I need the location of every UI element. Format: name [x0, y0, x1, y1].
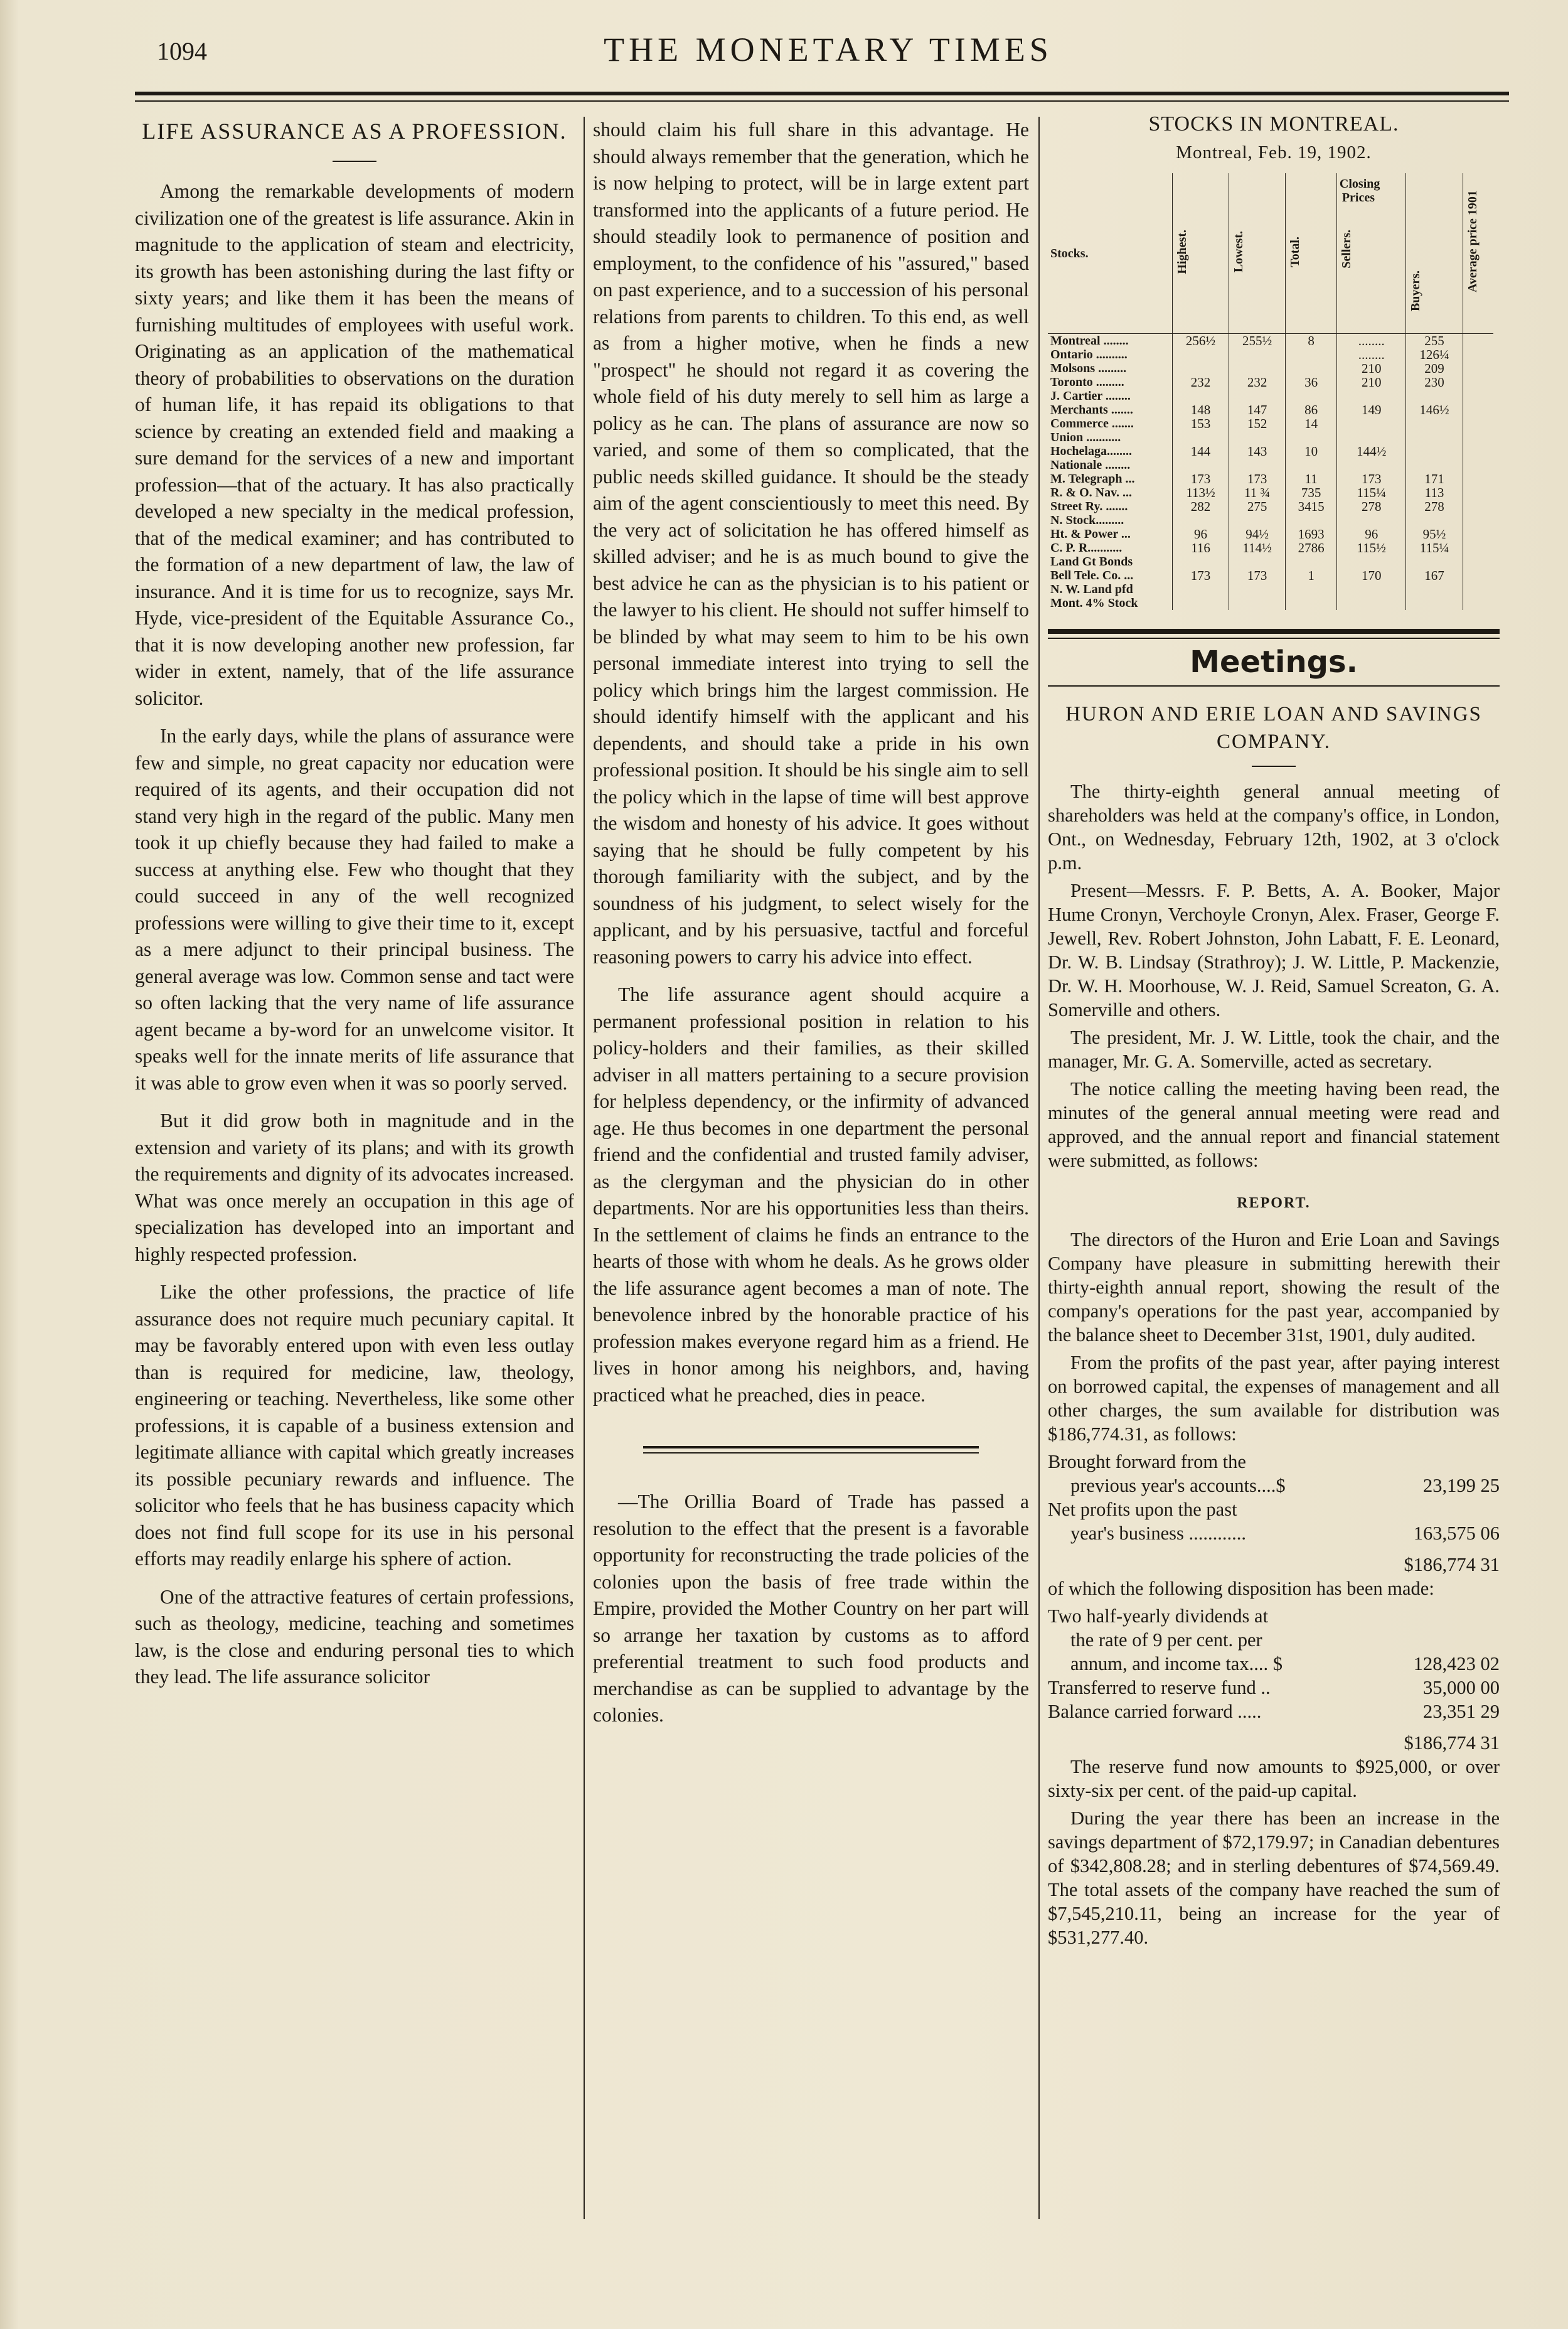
page-number: 1094: [157, 37, 207, 65]
stock-value: [1229, 555, 1286, 569]
stock-name: Union ...........: [1050, 431, 1121, 444]
paragraph: But it did grow both in magnitude and in the extension and variety of its plans; and with its growth the requirements and dignity of its advocates increased. What was once merely an occupation in this age of specialization has developed into an important and highly respected profession.: [135, 1110, 574, 1265]
stock-row: [1048, 472, 1493, 486]
paragraph: The life assurance agent should acquire a permanent professional position in relation to his policy-holders and their families, as their skilled adviser in all matters pertaining to a secure provision for helpless dependency, or the infirmity of advanced age. He thus becomes in one department the personal friend and the confidential and trusted family adviser, as the clergyman and the physician do in other departments. Nor are his opportunities less than theirs. In the settlement of claims he finds an entrance to the hearts of those with whom he deals. As he grows older the life assurance agent becomes a man of note. The benevolence inbred by the honorable practice of his profession makes everyone regard him as a friend. He lives in honor among his neighbors, and, having practiced what he preached, dies in peace.: [593, 983, 1029, 1406]
stock-row: [1048, 513, 1493, 527]
meetings-rule-thin: [1048, 638, 1500, 639]
stock-value: 1: [1286, 569, 1337, 582]
stock-value: [1173, 348, 1229, 361]
stock-name: Nationale ........: [1050, 458, 1131, 472]
stock-name: J. Cartier ........: [1050, 389, 1131, 403]
stock-value: [1286, 348, 1337, 361]
paragraph: One of the attractive features of certain professions, such as theology, medicine, teaching and sometimes law, is the close and enduring personal ties to which they lead. The life assurance solicitor: [135, 1585, 574, 1688]
paragraph: Present—Messrs. F. P. Betts, A. A. Booker, Major Hume Cronyn, Verchoyle Cronyn, Alex. Fraser, George F. Jewell, Rev. Robert Johnston, John Labatt, F. E. Leonard, Dr. W. B. Lindsay (Strathroy); J. W. Little, P. Mackenzie, Dr. W. H. Moorhouse, W. J. Reid, Samuel Screaton, G. A. Somerville and others.: [1048, 880, 1500, 1020]
stock-value: [1336, 513, 1406, 527]
stock-value: ........: [1336, 348, 1406, 361]
stock-name: N. Stock.........: [1050, 513, 1124, 527]
column-3: [1048, 110, 1500, 1953]
column-divider: [1038, 117, 1040, 2219]
stock-value: [1406, 417, 1463, 431]
paragraph: From the profits of the past year, after paying interest on borrowed capital, the expenses of management and all other charges, the sum available for distribution was $186,774.31, as follows:: [1048, 1352, 1500, 1445]
stock-value: 115¼: [1336, 486, 1406, 500]
fin-amount: 35,000 00: [1423, 1677, 1500, 1698]
stock-value: 735: [1286, 486, 1337, 500]
stock-value: [1286, 582, 1337, 596]
stock-row: [1048, 541, 1493, 555]
stock-row: [1048, 555, 1493, 569]
stock-value: 173: [1229, 472, 1286, 486]
header-stocks: Stocks.: [1048, 173, 1173, 334]
stock-value: 147: [1229, 403, 1286, 417]
paragraph: The president, Mr. J. W. Little, took the chair, and the manager, Mr. G. A. Somerville, acted as secretary.: [1048, 1027, 1500, 1072]
column-divider: [584, 117, 585, 2219]
stock-value: 210: [1336, 375, 1406, 389]
stock-value: [1463, 444, 1493, 458]
stock-value: 96: [1173, 527, 1229, 541]
stock-value: [1463, 486, 1493, 500]
stock-value: 113½: [1173, 486, 1229, 500]
fin-amount: 163,575 06: [1413, 1523, 1500, 1544]
header-closing: Closing Prices: [1339, 177, 1380, 205]
stocks-table-body: [1048, 334, 1493, 611]
stock-value: [1463, 472, 1493, 486]
stock-value: [1463, 527, 1493, 541]
stock-value: 153: [1173, 417, 1229, 431]
stock-value: 115¼: [1406, 541, 1463, 555]
fin-label: Brought forward from the: [1048, 1451, 1246, 1472]
stock-value: 278: [1336, 500, 1406, 513]
fin-label: Transferred to reserve fund ..: [1048, 1677, 1271, 1698]
report-heading: REPORT.: [1237, 1195, 1311, 1211]
stock-row: [1048, 444, 1493, 458]
stock-value: 255½: [1229, 334, 1286, 348]
stock-value: [1229, 513, 1286, 527]
stock-value: [1229, 458, 1286, 472]
stock-value: 232: [1173, 375, 1229, 389]
stock-value: 96: [1336, 527, 1406, 541]
stock-value: [1463, 361, 1493, 375]
stock-value: 173: [1336, 472, 1406, 486]
stock-value: [1406, 513, 1463, 527]
stock-value: [1229, 582, 1286, 596]
stock-row: [1048, 375, 1493, 389]
stock-value: 149: [1336, 403, 1406, 417]
stock-value: 230: [1406, 375, 1463, 389]
stock-value: [1406, 458, 1463, 472]
fin-amount: 23,351 29: [1423, 1701, 1500, 1722]
stock-value: 275: [1229, 500, 1286, 513]
stock-value: [1463, 348, 1493, 361]
meetings-heading: Meetings.: [1190, 645, 1358, 680]
stock-name: M. Telegraph ...: [1050, 472, 1135, 486]
stock-value: [1406, 444, 1463, 458]
title-divider: [333, 161, 376, 162]
stock-value: 171: [1406, 472, 1463, 486]
stock-value: 3415: [1286, 500, 1337, 513]
fin-amount: 128,423 02: [1413, 1653, 1500, 1674]
stock-value: 173: [1173, 569, 1229, 582]
stock-name: R. & O. Nav. ...: [1050, 486, 1132, 500]
fin-label: Balance carried forward .....: [1048, 1701, 1262, 1722]
stock-name: Street Ry. .......: [1050, 500, 1128, 513]
stock-value: 8: [1286, 334, 1337, 348]
page-header: [157, 30, 1500, 80]
stock-value: 173: [1173, 472, 1229, 486]
stock-value: [1463, 417, 1493, 431]
company-divider: [1252, 766, 1296, 767]
company-title: HURON AND ERIE LOAN AND SAVINGS COMPANY.: [1065, 703, 1482, 753]
stock-value: [1286, 431, 1337, 444]
stock-value: ........: [1336, 334, 1406, 348]
stock-value: [1173, 389, 1229, 403]
paragraph: should claim his full share in this advantage. He should always remember that the generation, which he is now helping to protect, will be in large extent part transformed into the applicants of a future period. He should steadily look to permanence of position and employment, to the confidence of his "assured," based on past experience, and to a succession of his personal relations from parents to children. To this end, as well as from a higher motive, when he finds a new "prospect" he should not regard it as covering the whole field of his duty merely to sell him as large a policy as he can. The plans of assurance are now so varied, and some of them so complicated, that the public needs skilled guidance. It should be the steady aim of the agent conscientiously to meet this need. By the very act of solicitation he has offered himself as skilled adviser; and he is as much bound to give the best advice he can as the physician is to his patient or the lawyer to his client. He should not suffer himself to be blinded by what may seem to him to be his own personal immediate interest into trying to sell the policy which brings him the largest commission. He should identify himself with the applicant and his dependents, and should take a pride in his own professional position. It should be his single aim to sell the policy which in the lapse of time will best approve the wisdom and honesty of his advice. It goes without saying that he should be fully competent by his thorough familiarity with the subject, and by the soundness of his judgment, to select wisely for the applicant, and by his persuasive, tactful and forceful reasoning powers to carry his advice into effect.: [593, 119, 1029, 968]
fin-label: the rate of 9 per cent. per: [1070, 1629, 1262, 1651]
paragraph: Among the remarkable developments of modern civilization one of the greatest is life assurance. Akin in magnitude to the application of steam and electricity, its growth has been astonishing during the last fifty or sixty years; and like them it has been the means of furnishing multitudes of employees with useful work. Originating as an application of the mathematical theory of probabilities to observations on the duration of human life, it has repaid its obligations to that science by creating an extended field and maaking a sure demand for the services of a new and important profession—that of the actuary. It has also practically developed a new specialty in the medical profession, that of the medical examiner; and has contributed to the formation of a new department of law, the law of insurance. And it is time for us to recognize, says Mr. Hyde, vice-president of the Equitable Assurance Co., that it is now developing another new profession, far wider in extent, namely, that of the life assurance solicitor.: [135, 180, 574, 709]
stock-name: Ontario ..........: [1050, 348, 1128, 361]
stock-value: [1463, 582, 1493, 596]
stock-value: 152: [1229, 417, 1286, 431]
stocks-table: [1048, 173, 1493, 610]
paragraph: The thirty-eighth general annual meeting of shareholders was held at the company's office, in London, Ont., on Wednesday, February 12th, 1902, at 3 o'clock p.m.: [1048, 781, 1500, 874]
stock-value: [1286, 513, 1337, 527]
paragraph: During the year there has been an increase in the savings department of $72,179.97; in Canadian debentures of $342,808.28; and in sterling debentures of $74,569.49. The total assets of the company have reached the sum of $7,545,210.11, being an increase for the year of $531,277.40.: [1048, 1807, 1500, 1948]
stock-value: 11: [1286, 472, 1337, 486]
stock-value: 1693: [1286, 527, 1337, 541]
stock-row: [1048, 458, 1493, 472]
stock-value: [1286, 389, 1337, 403]
stock-value: 113: [1406, 486, 1463, 500]
article-title: LIFE ASSURANCE AS A PROFESSION.: [142, 119, 567, 144]
stock-value: [1463, 403, 1493, 417]
stock-value: 114½: [1229, 541, 1286, 555]
stock-value: 144½: [1336, 444, 1406, 458]
stock-row: [1048, 361, 1493, 375]
stock-value: [1336, 389, 1406, 403]
stock-value: [1463, 569, 1493, 582]
stock-name: Montreal ........: [1050, 334, 1129, 348]
header-sellers: Sellers.: [1339, 230, 1353, 269]
stock-name: Ht. & Power ...: [1050, 527, 1131, 541]
paragraph: The directors of the Huron and Erie Loan and Savings Company have pleasure in submitting herewith their thirty-eighth annual report, showing the result of the company's operations for the past year, accompanied by the balance sheet to December 31st, 1901, duly audited.: [1048, 1229, 1500, 1346]
column-2: [593, 117, 1029, 1740]
stock-value: 126¼: [1406, 348, 1463, 361]
stocks-subtitle: Montreal, Feb. 19, 1902.: [1176, 142, 1372, 163]
paragraph: In the early days, while the plans of assurance were few and simple, no great capacity nor education were required of its agents, and their occupation did not stand very high in the regard of the public. Many men took it up chiefly because they had failed to make a success at anything else. Few who thought that they could succeed in any of the well recognized professions were willing to give their time to it, except as a mere adjunct to their principal business. The general average was low. Common sense and tact were so often lacking that the very name of life assurance agent became a by-word for an unwelcome visitor. It speaks well for the innate merits of life assurance that it was able to grow even when it was so poorly served.: [135, 725, 574, 1094]
header-average: Average price 1901: [1465, 190, 1480, 292]
stock-value: 94½: [1229, 527, 1286, 541]
stock-value: 2786: [1286, 541, 1337, 555]
stock-value: [1406, 555, 1463, 569]
stock-name: Molsons .........: [1050, 361, 1127, 375]
meetings-divider: [1048, 685, 1500, 687]
stock-row: [1048, 582, 1493, 596]
fin-label: Net profits upon the past: [1048, 1499, 1237, 1520]
stock-row: [1048, 431, 1493, 444]
stock-value: 256½: [1173, 334, 1229, 348]
stock-value: 167: [1406, 569, 1463, 582]
stock-value: 148: [1173, 403, 1229, 417]
financial-statement-1: [1048, 1450, 1500, 1577]
stock-name: Merchants .......: [1050, 403, 1133, 417]
stock-row: [1048, 486, 1493, 500]
stock-value: [1463, 458, 1493, 472]
stock-value: [1286, 361, 1337, 375]
paragraph: of which the following disposition has been made:: [1048, 1578, 1434, 1599]
fin-label: annum, and income tax.... $: [1070, 1653, 1283, 1674]
stock-row: [1048, 417, 1493, 431]
masthead-title: THE MONETARY TIMES: [604, 31, 1053, 68]
header-highest: Highest.: [1175, 229, 1189, 274]
header-rule-thin: [135, 100, 1509, 102]
stock-value: [1463, 375, 1493, 389]
meetings-rule: [1048, 629, 1500, 634]
stocks-title: STOCKS IN MONTREAL.: [1148, 112, 1399, 136]
stock-value: [1463, 431, 1493, 444]
paragraph: Like the other professions, the practice of life assurance does not require much pecuniary capital. It may be favorably entered upon with even less outlay than is required for medicine, law, theology, engineering or teaching. Nevertheless, like some other professions, it is capable of a business extension and legitimate alliance with capital which greatly increases its possible pecuniary rewards and influence. The solicitor who feels that he has business capacity which does not find full scope for its use in his personal efforts may readily enlarge his sphere of action.: [135, 1281, 574, 1570]
stock-value: 95½: [1406, 527, 1463, 541]
stock-value: 86: [1286, 403, 1337, 417]
stock-value: [1286, 555, 1337, 569]
stock-value: 255: [1406, 334, 1463, 348]
stock-value: [1463, 334, 1493, 348]
stock-name: Hochelaga........: [1050, 444, 1132, 458]
stock-value: [1336, 458, 1406, 472]
stock-row: [1048, 348, 1493, 361]
section-divider: [643, 1446, 979, 1454]
stock-value: 144: [1173, 444, 1229, 458]
stock-value: [1463, 555, 1493, 569]
stock-value: 10: [1286, 444, 1337, 458]
stock-value: [1406, 431, 1463, 444]
stock-value: [1463, 500, 1493, 513]
stock-value: [1463, 596, 1493, 610]
stock-row: [1048, 500, 1493, 513]
stock-name: C. P. R...........: [1050, 541, 1123, 555]
paragraph: The notice calling the meeting having been read, the minutes of the general annual meeting were read and approved, and the annual report and financial statement were submitted, as follows:: [1048, 1078, 1500, 1171]
stock-value: 116: [1173, 541, 1229, 555]
stock-value: [1336, 431, 1406, 444]
stock-value: [1229, 389, 1286, 403]
stock-value: 278: [1406, 500, 1463, 513]
stock-value: [1173, 361, 1229, 375]
stock-value: [1229, 596, 1286, 610]
stock-value: 14: [1286, 417, 1337, 431]
stock-value: [1173, 513, 1229, 527]
stock-name: Bell Tele. Co. ...: [1050, 569, 1134, 582]
stock-value: [1406, 596, 1463, 610]
stock-row: [1048, 334, 1493, 348]
stock-value: 173: [1229, 569, 1286, 582]
stock-value: 210: [1336, 361, 1406, 375]
stock-value: [1173, 555, 1229, 569]
stock-value: 209: [1406, 361, 1463, 375]
stock-value: [1229, 431, 1286, 444]
stock-name: Land Gt Bonds: [1050, 555, 1133, 569]
header-total: Total.: [1288, 236, 1303, 267]
header-lowest: Lowest.: [1232, 230, 1246, 273]
stock-value: [1336, 582, 1406, 596]
fin-amount: 23,199 25: [1423, 1475, 1500, 1496]
stock-value: [1406, 582, 1463, 596]
stock-name: Commerce .......: [1050, 417, 1134, 431]
stock-row: [1048, 403, 1493, 417]
stock-value: [1173, 582, 1229, 596]
stock-value: [1463, 513, 1493, 527]
stock-row: [1048, 596, 1493, 610]
stock-value: 232: [1229, 375, 1286, 389]
orillia-paragraph: —The Orillia Board of Trade has passed a resolution to the effect that the present is a favorable opportunity for reconstructing the trade policies of the colonies upon the basis of free trade within the Empire, provided the Mother Country on her part will so arrange her taxation by customs as to afford preferential treatment to such food products and merchandise as can be supplied to advantage by the colonies.: [593, 1491, 1029, 1726]
stock-value: 11 ¾: [1229, 486, 1286, 500]
stock-row: [1048, 527, 1493, 541]
fin-label: Two half-yearly dividends at: [1048, 1605, 1269, 1627]
stock-row: [1048, 389, 1493, 403]
paragraph: The reserve fund now amounts to $925,000, or over sixty-six per cent. of the paid-up capital.: [1048, 1756, 1500, 1801]
stock-value: [1336, 555, 1406, 569]
fin-label: previous year's accounts....$: [1070, 1475, 1286, 1496]
stock-value: [1286, 596, 1337, 610]
stock-value: 170: [1336, 569, 1406, 582]
financial-statement-2: [1048, 1604, 1500, 1755]
header-buyers: Buyers.: [1409, 270, 1423, 311]
column-1: [135, 117, 574, 1702]
header-rule: [135, 92, 1509, 95]
stock-value: [1336, 417, 1406, 431]
stock-value: [1229, 361, 1286, 375]
stock-name: Mont. 4% Stock: [1050, 596, 1138, 610]
stock-value: 115½: [1336, 541, 1406, 555]
fin-total: $186,774 31: [1404, 1732, 1500, 1753]
stock-value: [1229, 348, 1286, 361]
stock-value: 146½: [1406, 403, 1463, 417]
stock-name: Toronto .........: [1050, 375, 1124, 389]
stock-value: 282: [1173, 500, 1229, 513]
fin-total: $186,774 31: [1404, 1554, 1500, 1575]
stock-value: [1173, 458, 1229, 472]
stock-value: [1463, 541, 1493, 555]
fin-label: year's business ............: [1070, 1523, 1246, 1544]
stock-value: [1173, 431, 1229, 444]
stock-value: [1286, 458, 1337, 472]
stock-value: [1336, 596, 1406, 610]
stock-name: N. W. Land pfd: [1050, 582, 1133, 596]
stock-value: 36: [1286, 375, 1337, 389]
stock-value: [1406, 389, 1463, 403]
stock-value: 143: [1229, 444, 1286, 458]
stock-row: [1048, 569, 1493, 582]
stock-value: [1463, 389, 1493, 403]
stock-value: [1173, 596, 1229, 610]
